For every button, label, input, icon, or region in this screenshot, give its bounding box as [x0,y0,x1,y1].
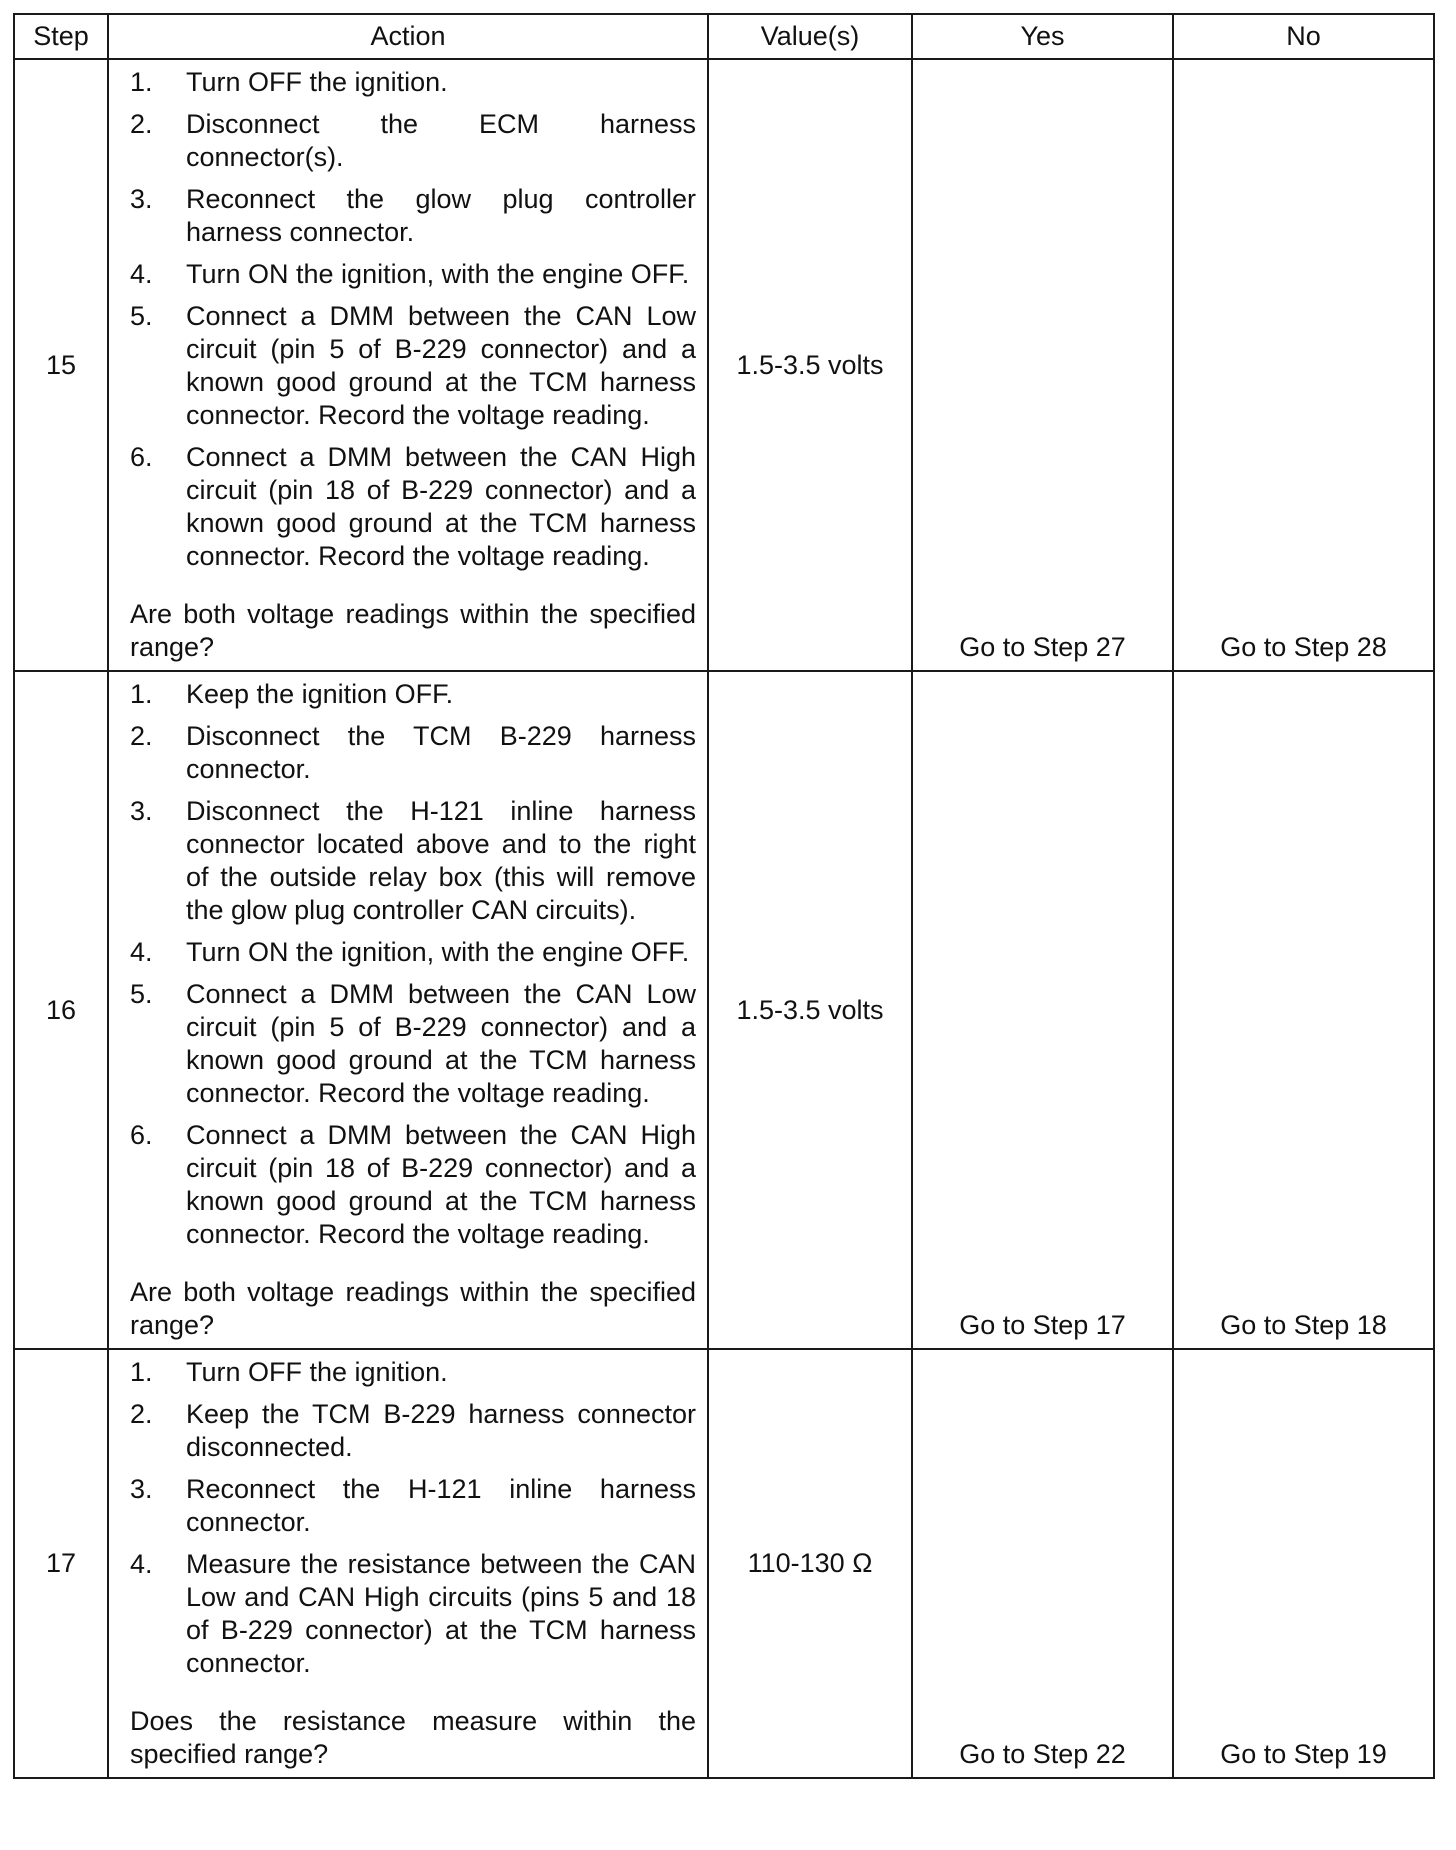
value-cell: 1.5-3.5 volts [708,59,912,671]
list-item [130,300,696,432]
item-number: 1. [130,679,153,709]
diagnostic-page [13,13,1433,1779]
action-list [130,1356,696,1680]
list-item [130,1473,696,1539]
table-row [14,59,1434,671]
step-number: 17 [14,1349,108,1778]
action-cell [108,1349,708,1778]
item-number: 5. [130,979,153,1009]
item-text: Turn OFF the ignition. [186,67,448,97]
item-text: Connect a DMM between the CAN Low circuit (pin 5 of B-229 connector) and a known good ground at the TCM harness connector. Record the voltage reading. [186,979,696,1108]
action-list [130,66,696,573]
item-text: Keep the ignition OFF. [186,679,454,709]
item-text: Connect a DMM between the CAN High circuit (pin 18 of B-229 connector) and a known good ground at the TCM harness connector. Record the voltage reading. [186,1120,696,1249]
step-number: 15 [14,59,108,671]
item-text: Reconnect the glow plug controller harness connector. [186,184,696,247]
item-text: Disconnect the ECM harness connector(s). [186,109,696,172]
item-text: Connect a DMM between the CAN Low circuit (pin 5 of B-229 connector) and a known good ground at the TCM harness connector. Record the voltage reading. [186,301,696,430]
item-text: Disconnect the TCM B-229 harness connector. [186,721,696,784]
list-item [130,108,696,174]
item-number: 1. [130,67,153,97]
list-item [130,1548,696,1680]
header-step: Step [14,14,108,59]
action-question: Are both voltage readings within the specified range? [130,1277,696,1340]
header-action: Action [108,14,708,59]
step-number: 16 [14,671,108,1349]
item-number: 3. [130,1474,153,1504]
item-number: 2. [130,1399,153,1429]
yes-cell: Go to Step 17 [912,671,1173,1349]
item-text: Disconnect the H-121 inline harness connector located above and to the right of the outside relay box (this will remove the glow plug controller CAN circuits). [186,796,696,925]
list-item [130,678,696,711]
list-item [130,1398,696,1464]
item-number: 6. [130,1120,153,1150]
no-cell: Go to Step 18 [1173,671,1434,1349]
item-text: Turn ON the ignition, with the engine OFF. [186,259,690,289]
item-number: 5. [130,301,153,331]
item-number: 1. [130,1357,153,1387]
no-cell: Go to Step 28 [1173,59,1434,671]
header-row [14,14,1434,59]
list-item [130,720,696,786]
list-item [130,258,696,291]
list-item [130,1356,696,1389]
item-text: Turn OFF the ignition. [186,1357,448,1387]
diagnostic-table [13,13,1435,1779]
item-number: 2. [130,109,153,139]
list-item [130,1119,696,1251]
item-text: Keep the TCM B-229 harness connector disconnected. [186,1399,696,1462]
list-item [130,66,696,99]
item-text: Measure the resistance between the CAN Low and CAN High circuits (pins 5 and 18 of B-229 connector) at the TCM harness connector. [186,1549,696,1678]
table-row [14,1349,1434,1778]
item-number: 6. [130,442,153,472]
value-cell: 110-130 Ω [708,1349,912,1778]
item-number: 3. [130,184,153,214]
list-item [130,441,696,573]
item-text: Connect a DMM between the CAN High circuit (pin 18 of B-229 connector) and a known good ground at the TCM harness connector. Record the voltage reading. [186,442,696,571]
item-number: 3. [130,796,153,826]
list-item [130,936,696,969]
action-cell [108,59,708,671]
no-cell: Go to Step 19 [1173,1349,1434,1778]
header-yes: Yes [912,14,1173,59]
item-text: Reconnect the H-121 inline harness connector. [186,1474,696,1537]
header-no: No [1173,14,1434,59]
header-values: Value(s) [708,14,912,59]
list-item [130,795,696,927]
action-question: Does the resistance measure within the specified range? [130,1706,696,1769]
item-number: 2. [130,721,153,751]
value-cell: 1.5-3.5 volts [708,671,912,1349]
item-number: 4. [130,1549,153,1579]
list-item [130,183,696,249]
item-number: 4. [130,259,153,289]
action-list [130,678,696,1251]
yes-cell: Go to Step 22 [912,1349,1173,1778]
action-question: Are both voltage readings within the specified range? [130,599,696,662]
list-item [130,978,696,1110]
item-text: Turn ON the ignition, with the engine OFF. [186,937,690,967]
item-number: 4. [130,937,153,967]
yes-cell: Go to Step 27 [912,59,1173,671]
table-row [14,671,1434,1349]
action-cell [108,671,708,1349]
